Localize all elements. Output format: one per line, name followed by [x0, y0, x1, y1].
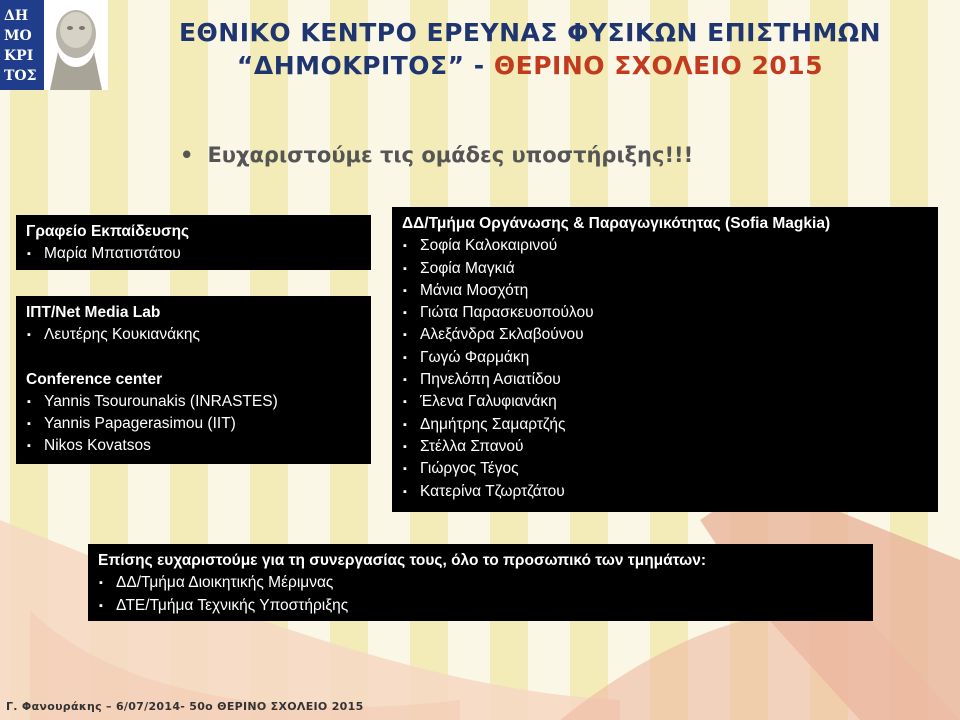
- list-item: ▪ Γωγώ Φαρμάκη: [402, 347, 928, 369]
- box-org-list: [402, 235, 928, 503]
- page-title: [120, 16, 940, 82]
- bullet-icon: •: [180, 143, 194, 167]
- main-bullet: [180, 143, 693, 167]
- box-thanks-heading: Επίσης ευχαριστούμε για τη συνεργασίας τους, όλο το προσωπικό των τμημάτων:: [98, 552, 707, 569]
- list-item: ▪ Έλενα Γαλυφιανάκη: [402, 391, 928, 413]
- title-line-2-part-b: ΘΕΡΙΝΟ ΣΧΟΛΕΙΟ 2015: [493, 51, 824, 80]
- box-training-list: [26, 243, 361, 265]
- list-item: ▪ Σοφία Μαγκιά: [402, 258, 928, 280]
- list-item: ▪ Αλεξάνδρα Σκλαβούνου: [402, 324, 928, 346]
- demokritos-logo: [0, 0, 108, 90]
- logo-line: ΚΡΙ: [4, 48, 34, 64]
- box-conference-list: [26, 391, 361, 458]
- box-training-heading: Γραφείο Εκπαίδευσης: [26, 223, 190, 240]
- list-item: ▪ Σοφία Καλοκαιρινού: [402, 235, 928, 257]
- logo-line: ΔΗ: [4, 8, 29, 24]
- title-line-2: [120, 49, 940, 82]
- box-thanks-list: [98, 572, 863, 617]
- list-item: ▪ Δημήτρης Σαμαρτζής: [402, 414, 928, 436]
- title-line-1: ΕΘΝΙΚΟ ΚΕΝΤΡΟ ΕΡΕΥΝΑΣ ΦΥΣΙΚΩΝ ΕΠΙΣΤΗΜΩΝ: [178, 18, 882, 47]
- list-item: ▪ Μάνια Μοσχότη: [402, 280, 928, 302]
- box-ipt-list: [26, 324, 361, 346]
- list-item: ▪ ΔΔ/Τμήμα Διοικητικής Μέριμνας: [98, 572, 863, 594]
- list-item: ▪ Λευτέρης Κουκιανάκης: [26, 324, 361, 346]
- title-line-2-part-a: “ΔΗΜΟΚΡΙΤΟΣ” -: [236, 51, 494, 80]
- box-organization-dept: [392, 207, 938, 512]
- list-item: ▪ Μαρία Μπατιστάτου: [26, 243, 361, 265]
- main-bullet-text: Ευχαριστούμε τις ομάδες υποστήριξης!!!: [207, 143, 694, 167]
- list-item: ▪ Γιώτα Παρασκευοπούλου: [402, 302, 928, 324]
- box-ipt-lab: [16, 296, 371, 464]
- box-ipt-heading: ΙΠΤ/Net Media Lab: [26, 304, 161, 321]
- list-item: ▪ Πηνελόπη Ασιατίδου: [402, 369, 928, 391]
- box-org-heading: ΔΔ/Τμήμα Οργάνωσης & Παραγωγικότητας (Sofia Magkia): [402, 215, 831, 232]
- list-item: ▪ Yannis Papagerasimou (IIT): [26, 413, 361, 435]
- list-item: ▪ Yannis Tsourounakis (INRASTES): [26, 391, 361, 413]
- logo-line: ΜΟ: [4, 28, 32, 44]
- list-item: ▪ Nikos Kovatsos: [26, 435, 361, 457]
- list-item: ▪ Κατερίνα Τζωρτζάτου: [402, 481, 928, 503]
- box-training-office: [16, 215, 371, 270]
- list-item: ▪ ΔΤΕ/Τμήμα Τεχνικής Υποστήριξης: [98, 595, 863, 617]
- slide-footer: Γ. Φανουράκης – 6/07/2014- 50ο ΘΕΡΙΝΟ ΣΧΟΛΕΙΟ 2015: [6, 700, 364, 713]
- list-item: ▪ Στέλλα Σπανού: [402, 436, 928, 458]
- box-conference-heading: Conference center: [26, 370, 163, 388]
- logo-line: ΤΟΣ: [4, 68, 37, 84]
- bust-icon: [44, 0, 108, 90]
- list-item: ▪ Γιώργος Τέγος: [402, 458, 928, 480]
- logo-lettering: [0, 0, 44, 90]
- box-additional-thanks: [88, 544, 873, 621]
